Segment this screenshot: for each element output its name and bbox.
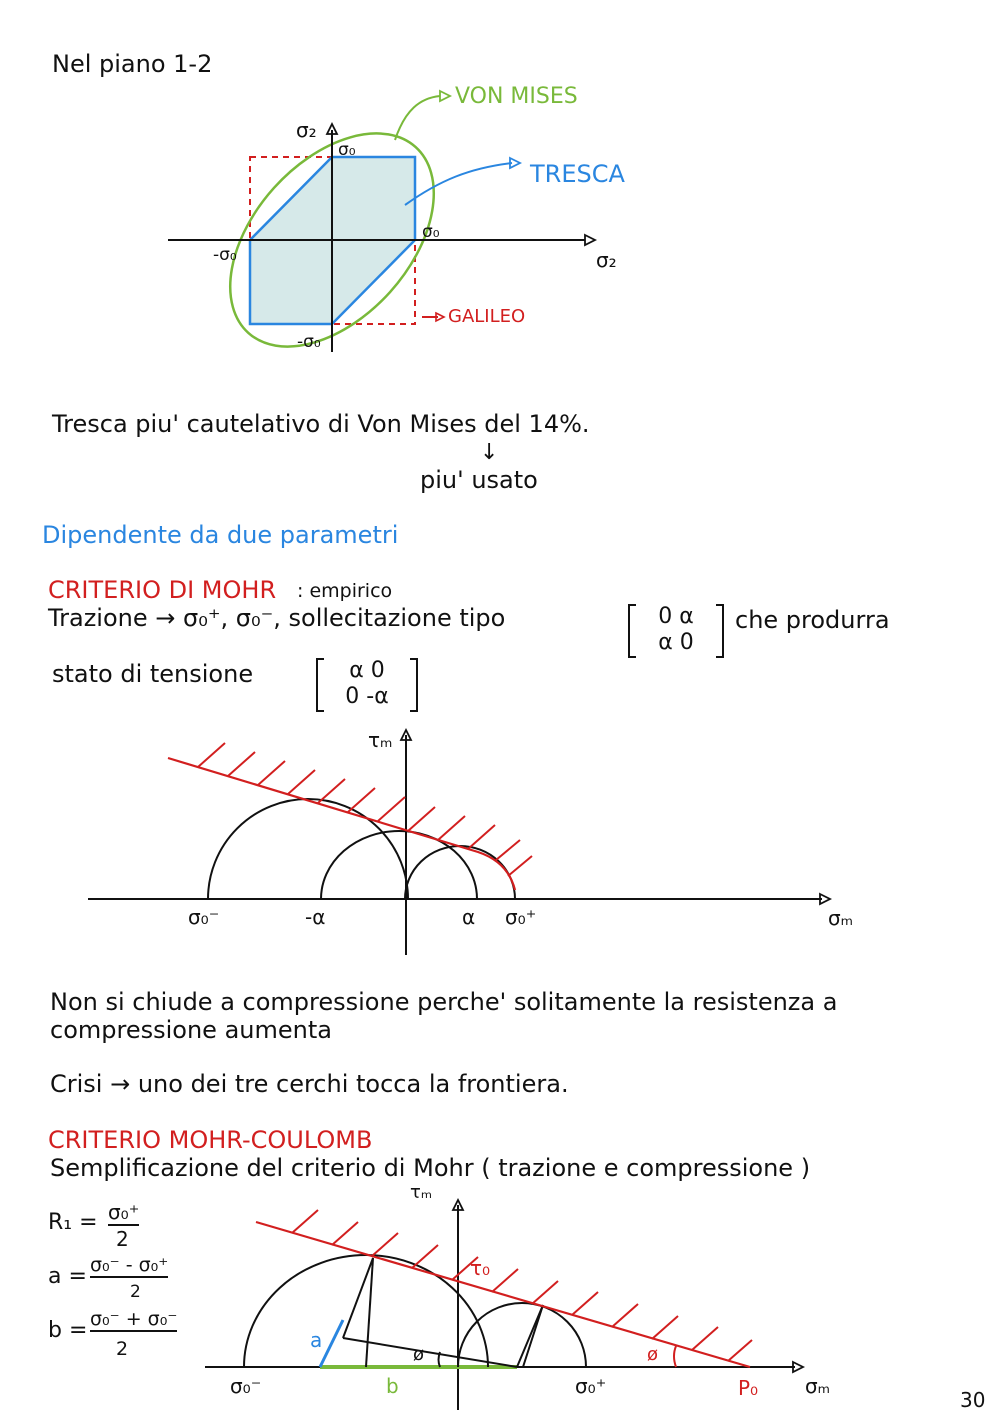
mc-envelope-hatching xyxy=(292,1210,752,1361)
matrix1-row1: 0 α xyxy=(658,604,694,629)
crisis-line: Crisi → uno dei tre cerchi tocca la frontiera. xyxy=(50,1070,569,1098)
mc-sigma-label: σₘ xyxy=(805,1374,831,1398)
s0-left-label: -σ₀ xyxy=(213,245,237,265)
a-segment xyxy=(320,1320,343,1367)
r1-lhs: R₁ = xyxy=(48,1210,98,1235)
b-lhs: b = xyxy=(48,1318,88,1343)
galileo-label: GALILEO xyxy=(448,306,526,327)
matrix2-row2: 0 -α xyxy=(345,684,389,709)
more-used: piu' usato xyxy=(420,466,538,494)
a-lhs: a = xyxy=(48,1264,87,1289)
mohr-alpha: α xyxy=(462,905,476,929)
phi-label-black: ø xyxy=(413,1344,425,1365)
mc-tau-label: τₘ xyxy=(410,1182,433,1203)
tau0-label: τ₀ xyxy=(470,1256,491,1280)
b-label: b xyxy=(386,1374,399,1398)
mc-subtitle: Semplificazione del criterio di Mohr ( trazione e compressione ) xyxy=(50,1154,811,1182)
two-params: Dipendente da due parametri xyxy=(42,521,399,549)
mohr-line1: Trazione → σ₀⁺, σ₀⁻, sollecitazione tipo xyxy=(48,604,506,632)
mohr-title: CRITERIO DI MOHR xyxy=(48,576,277,604)
mc-title: CRITERIO MOHR-COULOMB xyxy=(48,1126,373,1154)
a-label: a xyxy=(310,1328,323,1352)
matrix2-row1: α 0 xyxy=(349,658,385,683)
compression-circle xyxy=(244,1255,491,1367)
mohr-line2: stato di tensione xyxy=(52,660,254,688)
mohr-s0-minus: σ₀⁻ xyxy=(188,905,220,929)
phi-label-red: ø xyxy=(647,1344,659,1365)
sigma1-axis-label: σ₂ xyxy=(596,248,617,272)
r1-num: σ₀⁺ xyxy=(108,1200,140,1224)
note-line2: compressione aumenta xyxy=(50,1016,332,1044)
sigma2-axis-label: σ₂ xyxy=(296,118,317,142)
mohr-sigma-label: σₘ xyxy=(828,906,854,930)
von-mises-label: VON MISES xyxy=(455,84,578,109)
down-arrow-icon: ↓ xyxy=(480,440,499,465)
mohr-line1-b: che produrra xyxy=(735,606,890,634)
s0-bottom-label: -σ₀ xyxy=(297,332,321,352)
center-link xyxy=(343,1338,517,1367)
mc-s0-minus: σ₀⁻ xyxy=(230,1374,262,1398)
mohr-s0-plus: σ₀⁺ xyxy=(505,905,537,929)
a-den: 2 xyxy=(130,1282,141,1302)
r1-den: 2 xyxy=(116,1227,129,1251)
mohr-tau-label: τₘ xyxy=(368,728,393,752)
page-number: 30 xyxy=(960,1388,986,1412)
s0-top-label: σ₀ xyxy=(338,140,356,160)
mohr-minus-alpha: -α xyxy=(305,905,326,929)
matrix1-row2: α 0 xyxy=(658,630,694,655)
b-num: σ₀⁻ + σ₀⁻ xyxy=(90,1308,178,1330)
note-line1: Non si chiude a compressione perche' solitamente la resistenza a xyxy=(50,988,838,1016)
mc-s0-plus: σ₀⁺ xyxy=(575,1374,607,1398)
mohr-subtitle: : empirico xyxy=(297,580,393,602)
tresca-comparison: Tresca piu' cautelativo di Von Mises del 14%. xyxy=(52,410,590,438)
heading-plane: Nel piano 1-2 xyxy=(52,50,213,78)
tresca-label: TRESCA xyxy=(530,160,625,188)
p0-label: P₀ xyxy=(738,1376,759,1400)
s0-right-label: σ₀ xyxy=(422,222,440,242)
a-num: σ₀⁻ - σ₀⁺ xyxy=(90,1254,169,1276)
b-den: 2 xyxy=(116,1338,129,1360)
